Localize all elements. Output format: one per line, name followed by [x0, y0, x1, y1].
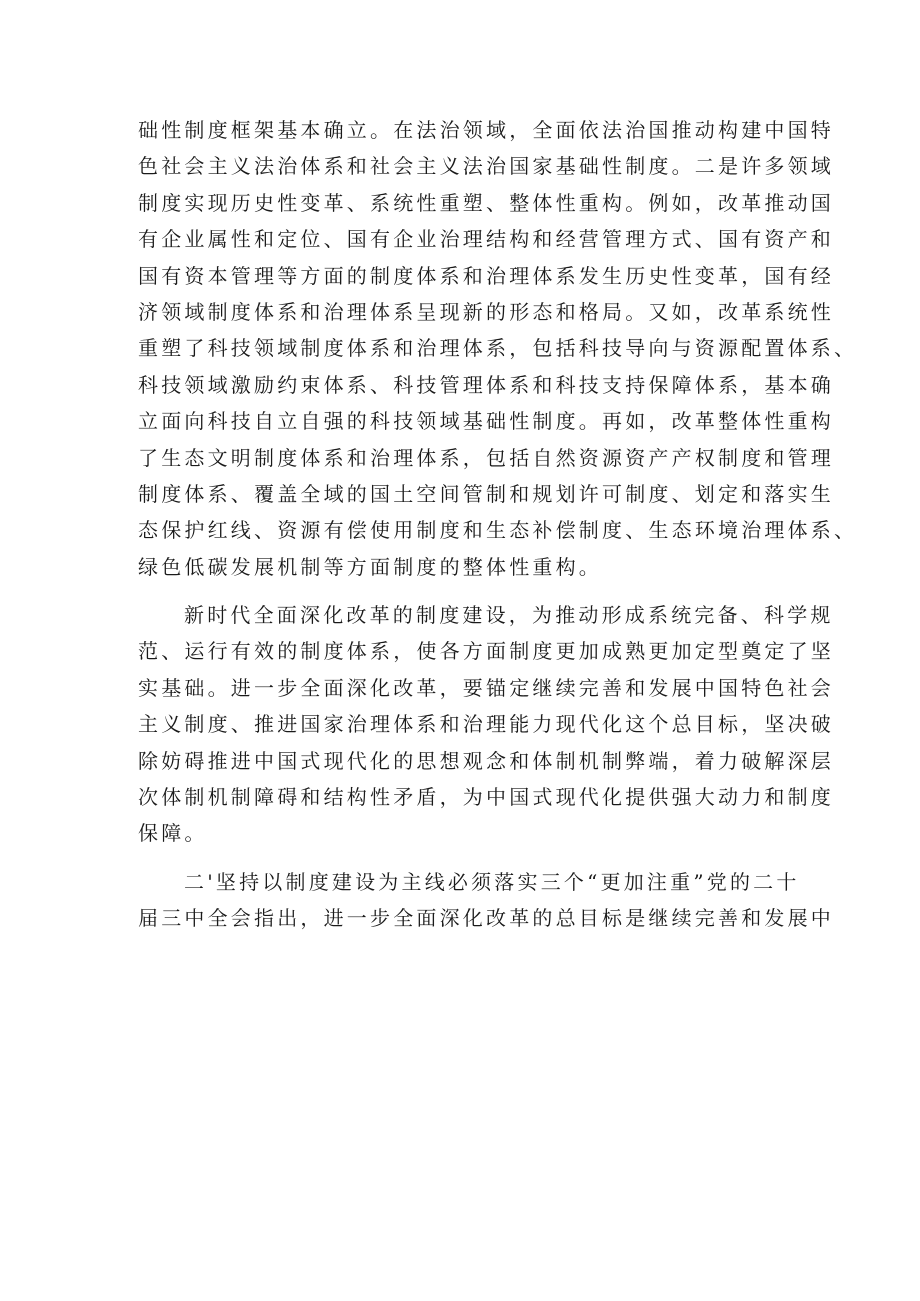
text-line: 范、运行有效的制度体系，使各方面制度更加成熟更加定型奠定了坚 — [138, 639, 834, 664]
paragraph-institutional-reform — [138, 112, 858, 585]
text-line: 立面向科技自立自强的科技领域基础性制度。再如，改革整体性重构 — [138, 409, 834, 434]
text-line: 科技领域激励约束体系、科技管理体系和科技支持保障体系，基本确 — [138, 372, 834, 397]
paragraph-new-era-reform — [138, 597, 834, 852]
text-line: 有企业属性和定位、国有企业治理结构和经营管理方式、国有资产和 — [138, 227, 834, 252]
text-line: 新时代全面深化改革的制度建设，为推动形成系统完备、科学规 — [184, 603, 834, 628]
text-line: 主义制度、推进国家治理体系和治理能力现代化这个总目标，坚决破 — [138, 712, 834, 737]
text-line: 础性制度框架基本确立。在法治领域，全面依法治国推动构建中国特 — [138, 118, 834, 142]
document-body — [138, 112, 858, 937]
text-line: 届三中全会指出，进一步全面深化改革的总目标是继续完善和发展中 — [138, 906, 834, 931]
text-line: 济领域制度体系和治理体系呈现新的形态和格局。又如，改革系统性 — [138, 299, 834, 324]
text-line: 实基础。进一步全面深化改革，要锚定继续完善和发展中国特色社会 — [138, 675, 834, 700]
text-line: 次体制机制障碍和结构性矛盾，为中国式现代化提供强大动力和制度 — [138, 785, 834, 810]
text-line: 保障。 — [138, 821, 208, 846]
text-line: 态保护红线、资源有偿使用制度和生态补偿制度、生态环境治理体系、 — [138, 518, 858, 543]
section-heading-line: 二'坚持以制度建设为主线必须落实三个“更加注重”党的二十 — [184, 869, 800, 894]
text-line: 重塑了科技领域制度体系和治理体系，包括科技导向与资源配置体系、 — [138, 336, 858, 361]
text-line: 国有资本管理等方面的制度体系和治理体系发生历史性变革，国有经 — [138, 263, 834, 288]
paragraph-spacer — [138, 852, 818, 864]
text-line: 制度体系、覆盖全域的国土空间管制和规划许可制度、划定和落实生 — [138, 481, 834, 506]
text-line: 绿色低碳发展机制等方面制度的整体性重构。 — [138, 554, 602, 579]
text-line: 除妨碍推进中国式现代化的思想观念和体制机制弊端，着力破解深层 — [138, 748, 834, 773]
text-line: 了生态文明制度体系和治理体系，包括自然资源资产产权制度和管理 — [138, 445, 834, 470]
paragraph-section-two — [138, 864, 834, 937]
paragraph-spacer — [138, 585, 818, 597]
text-line: 制度实现历史性变革、系统性重塑、整体性重构。例如，改革推动国 — [138, 190, 834, 215]
text-line: 色社会主义法治体系和社会主义法治国家基础性制度。二是许多领域 — [138, 154, 834, 179]
